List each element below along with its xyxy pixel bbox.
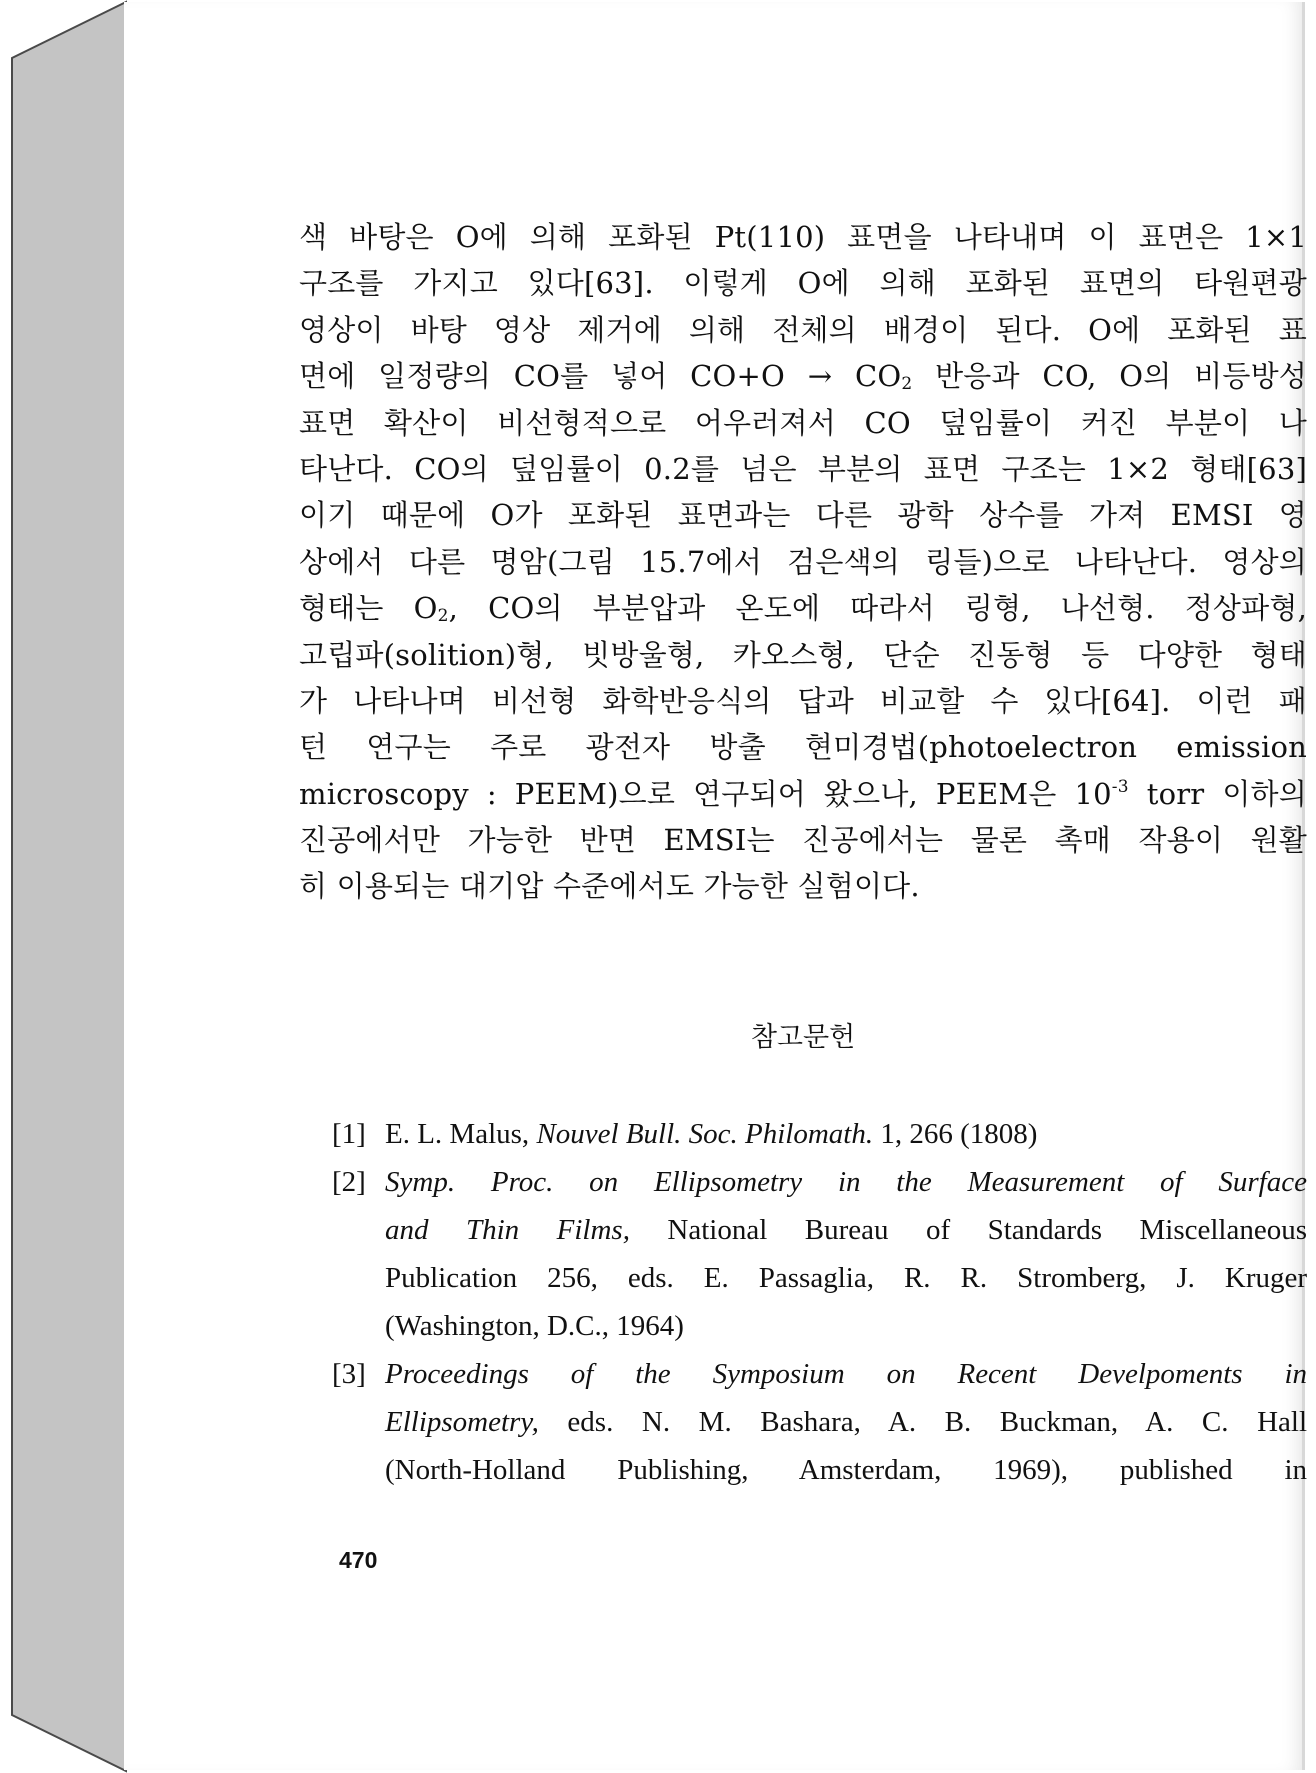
body-paragraph: [299, 214, 1307, 910]
subscript: 2: [437, 606, 449, 627]
reference-line: Publication 256, eds. E. Passaglia, R. R. Stromberg, J. Kruger: [385, 1262, 1307, 1294]
reference-text: 1, 266 (1808): [873, 1118, 1038, 1150]
reference-text: E. L. Malus,: [385, 1118, 537, 1150]
reference-italic-text: and Thin Films,: [385, 1214, 630, 1246]
reference-number: [3]: [332, 1358, 366, 1390]
reference-item: [332, 1110, 1307, 1158]
reference-line: [385, 1206, 1307, 1254]
body-line-text: 형태는 O: [299, 591, 438, 626]
body-line-text: , CO의 부분압과 온도에 따라서 링형, 나선형. 정상파형,: [448, 591, 1307, 626]
superscript: -3: [1111, 776, 1129, 797]
reference-number: [1]: [332, 1118, 366, 1150]
body-line: 타난다. CO의 덮임률이 0.2를 넘은 부분의 표면 구조는 1×2 형태[63]: [299, 451, 1307, 486]
reference-item: [332, 1350, 1307, 1494]
reference-italic-text: Ellipsometry,: [385, 1406, 539, 1438]
body-line-text: microscopy : PEEM)으로 연구되어 왔으나, PEEM은 10: [299, 776, 1112, 811]
body-line: 고립파(solition)형, 빗방울형, 카오스형, 단순 진동형 등 다양한 형태: [299, 637, 1307, 672]
body-line: 진공에서만 가능한 반면 EMSI는 진공에서는 물론 촉매 작용이 원활: [299, 823, 1307, 858]
body-line: 색 바탕은 O에 의해 포화된 Pt(110) 표면을 나타내며 이 표면은 1×1: [299, 220, 1307, 254]
reference-line: [385, 1398, 1307, 1446]
subscript: 2: [901, 374, 913, 395]
reference-line: [385, 1350, 1307, 1398]
body-line-text: torr 이하의: [1128, 776, 1307, 811]
reference-line: [385, 1110, 1307, 1158]
body-line: [299, 585, 1307, 631]
reference-italic-text: Symp. Proc. on Ellipsometry in the Measurement of Surface: [385, 1166, 1307, 1198]
reference-text: National Bureau of Standards Miscellaneous: [629, 1214, 1307, 1246]
reference-line: (North-Holland Publishing, Amsterdam, 1969), published in: [385, 1454, 1307, 1486]
body-line: 상에서 다른 명암(그림 15.7에서 검은색의 링들)으로 나타난다. 영상의: [299, 544, 1307, 579]
page-number: 470: [339, 1547, 378, 1573]
body-line-text: 반응과 CO, O의 비등방성: [912, 359, 1307, 394]
body-line: [299, 771, 1307, 817]
reference-list: [332, 1110, 1307, 1494]
page: [124, 2, 1305, 1770]
body-line: [299, 353, 1307, 399]
reference-item: [332, 1158, 1307, 1350]
body-line: 영상이 바탕 영상 제거에 의해 전체의 배경이 된다. O에 포화된 표: [299, 312, 1307, 347]
body-line: 히 이용되는 대기압 수준에서도 가능한 실험이다.: [299, 869, 920, 904]
reference-line: (Washington, D.C., 1964): [385, 1310, 684, 1342]
body-line-text: 면에 일정량의 CO를 넣어 CO+O → CO: [299, 359, 902, 394]
reference-italic-text: Proceedings of the Symposium on Recent Develpoments in: [385, 1358, 1307, 1390]
reference-text: eds. N. M. Bashara, A. B. Buckman, A. C. Hall: [538, 1406, 1307, 1438]
body-line: 가 나타나며 비선형 화학반응식의 답과 비교할 수 있다[64]. 이런 패: [299, 683, 1307, 718]
body-line: 턴 연구는 주로 광전자 방출 현미경법(photoelectron emission: [299, 730, 1307, 765]
reference-line: [385, 1158, 1307, 1206]
body-line: 이기 때문에 O가 포화된 표면과는 다른 광학 상수를 가져 EMSI 영: [299, 498, 1307, 533]
body-line: 구조를 가지고 있다[63]. 이렇게 O에 의해 포화된 표면의 타원편광: [299, 266, 1307, 301]
reference-italic-text: Nouvel Bull. Soc. Philomath.: [536, 1118, 874, 1150]
body-line: 표면 확산이 비선형적으로 어우러져서 CO 덮임률이 커진 부분이 나: [299, 405, 1307, 440]
reference-number: [2]: [332, 1166, 366, 1198]
references-heading: 참고문헌: [750, 1022, 856, 1053]
